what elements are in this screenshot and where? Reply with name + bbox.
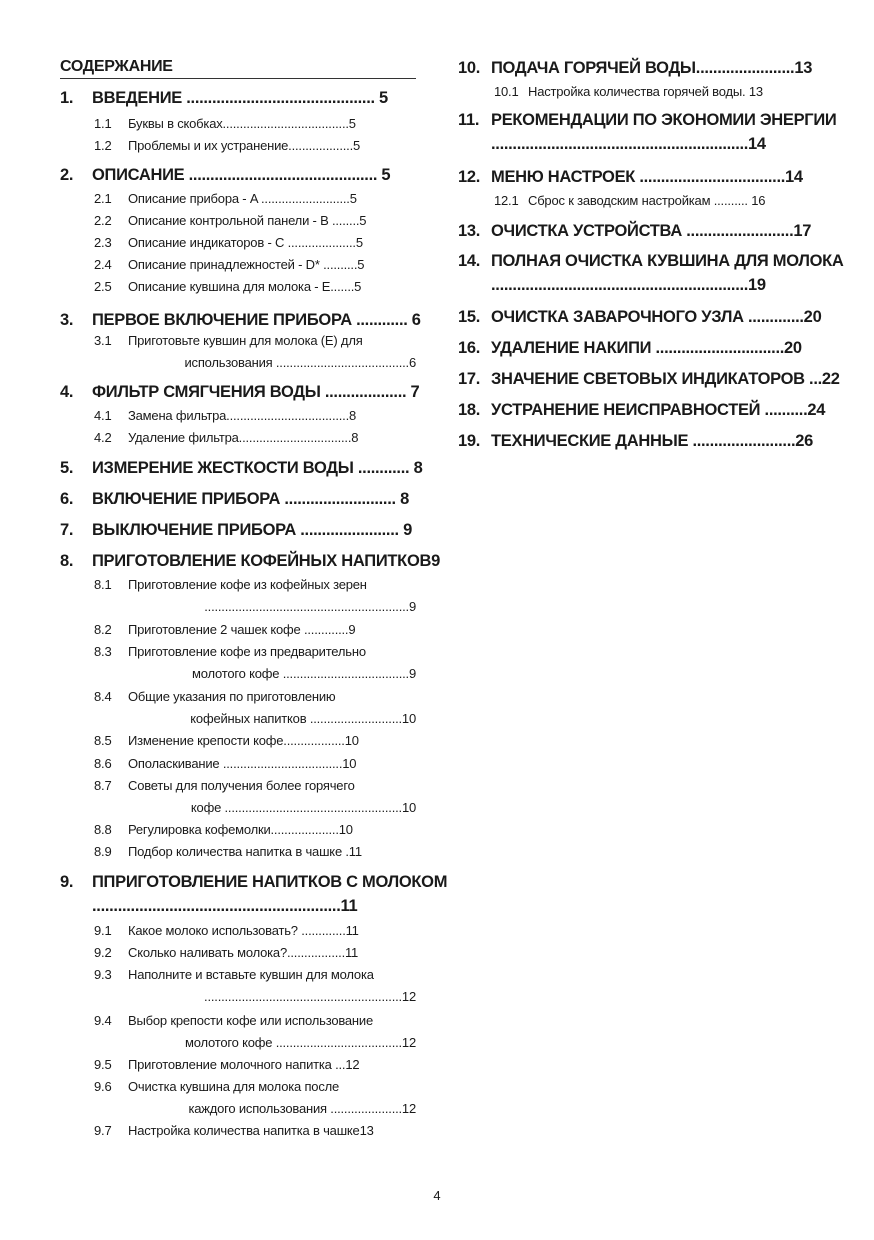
toc-number: 2.5 — [94, 279, 112, 294]
toc-text: ПОЛНАЯ ОЧИСТКА КУВШИНА ДЛЯ МОЛОКА — [491, 252, 844, 270]
toc-text: ЗНАЧЕНИЕ СВЕТОВЫХ ИНДИКАТОРОВ ...22 — [491, 370, 840, 388]
toc-text: ПРИГОТОВЛЕНИЕ КОФЕЙНЫХ НАПИТКОВ9 — [92, 552, 440, 570]
toc-number: 5. — [60, 459, 74, 477]
toc-text: Буквы в скобках.....................................5 — [128, 116, 356, 131]
toc-text: УСТРАНЕНИЕ НЕИСПРАВНОСТЕЙ ..........24 — [491, 401, 826, 419]
toc-text-continued: кофейных напитков ...........................10 — [190, 711, 416, 726]
toc-number: 2. — [60, 166, 74, 184]
toc-text: Описание принадлежностей - D* ..........5 — [128, 257, 365, 272]
toc-number: 4.2 — [94, 430, 112, 445]
toc-text: Описание индикаторов - C ....................5 — [128, 235, 363, 250]
toc-number: 9.1 — [94, 923, 112, 938]
toc-text-continued: молотого кофе .....................................9 — [192, 666, 416, 681]
toc-text: Приготовление 2 чашек кофе .............9 — [128, 622, 356, 637]
toc-text: ОЧИСТКА УСТРОЙСТВА .........................17 — [491, 222, 812, 240]
toc-number: 8.2 — [94, 622, 112, 637]
toc-text: Изменение крепости кофе..................10 — [128, 733, 359, 748]
toc-text: ВКЛЮЧЕНИЕ ПРИБОРА .......................... 8 — [92, 490, 409, 508]
toc-number: 8. — [60, 552, 74, 570]
toc-number: 9.7 — [94, 1123, 112, 1138]
toc-text: Подбор количества напитка в чашке .11 — [128, 844, 362, 859]
toc-number: 9.3 — [94, 967, 112, 982]
toc-text: МЕНЮ НАСТРОЕК ..................................14 — [491, 168, 803, 186]
toc-number: 9. — [60, 873, 74, 891]
toc-number: 4. — [60, 383, 74, 401]
toc-number: 2.4 — [94, 257, 112, 272]
toc-number: 15. — [458, 308, 481, 326]
toc-text: Настройка количества горячей воды. 13 — [528, 84, 763, 99]
toc-text-continued: ..........................................................11 — [92, 897, 358, 915]
toc-text-continued: ..........................................................12 — [204, 989, 416, 1004]
toc-text: ОПИСАНИЕ ............................................ 5 — [92, 166, 391, 184]
toc-text: ОЧИСТКА ЗАВАРОЧНОГО УЗЛА .............20 — [491, 308, 822, 326]
toc-text-continued: каждого использования .....................12 — [188, 1101, 416, 1116]
toc-number: 12. — [458, 168, 481, 186]
toc-number: 10. — [458, 59, 481, 77]
toc-title: СОДЕРЖАНИЕ — [60, 58, 416, 79]
toc-text: ПЕРВОЕ ВКЛЮЧЕНИЕ ПРИБОРА ............ 6 — [92, 311, 421, 329]
toc-number: 9.6 — [94, 1079, 112, 1094]
toc-text-continued: ............................................................9 — [204, 599, 416, 614]
toc-text: ИЗМЕРЕНИЕ ЖЕСТКОСТИ ВОДЫ ............ 8 — [92, 459, 423, 477]
toc-number: 3.1 — [94, 333, 112, 348]
toc-number: 8.6 — [94, 756, 112, 771]
toc-number: 8.1 — [94, 577, 112, 592]
toc-text: Регулировка кофемолки....................10 — [128, 822, 353, 837]
toc-number: 1.2 — [94, 138, 112, 153]
toc-text: ППРИГОТОВЛЕНИЕ НАПИТКОВ С МОЛОКОМ — [92, 873, 448, 891]
toc-number: 9.2 — [94, 945, 112, 960]
toc-text-continued: использования .......................................6 — [184, 355, 416, 370]
toc-number: 12.1 — [494, 193, 519, 208]
toc-number: 2.1 — [94, 191, 112, 206]
toc-text: Сброс к заводским настройкам .......... 16 — [528, 193, 766, 208]
toc-text: Удаление фильтра.................................8 — [128, 430, 359, 445]
toc-text: ВЫКЛЮЧЕНИЕ ПРИБОРА ....................... 9 — [92, 521, 412, 539]
page-number: 4 — [433, 1188, 441, 1203]
toc-text: Замена фильтра....................................8 — [128, 408, 357, 423]
toc-text: Описание контрольной панели - B ........5 — [128, 213, 367, 228]
toc-number: 13. — [458, 222, 481, 240]
toc-number: 8.4 — [94, 689, 112, 704]
toc-number: 1.1 — [94, 116, 112, 131]
toc-number: 10.1 — [494, 84, 519, 99]
toc-number: 9.4 — [94, 1013, 112, 1028]
toc-number: 7. — [60, 521, 74, 539]
toc-number: 9.5 — [94, 1057, 112, 1072]
toc-text: ПОДАЧА ГОРЯЧЕЙ ВОДЫ.......................13 — [491, 59, 813, 77]
toc-number: 17. — [458, 370, 481, 388]
toc-text: Ополаскивание ...................................10 — [128, 756, 357, 771]
toc-number: 14. — [458, 252, 481, 270]
toc-text-continued: кофе ....................................................10 — [190, 800, 416, 815]
toc-number: 3. — [60, 311, 74, 329]
toc-text-continued: ............................................................14 — [491, 135, 766, 153]
toc-text: Приготовьте кувшин для молока (E) для — [128, 333, 363, 348]
toc-text-continued: молотого кофе .....................................12 — [185, 1035, 416, 1050]
toc-text: ВВЕДЕНИЕ ............................................ 5 — [92, 89, 388, 107]
toc-text: Советы для получения более горячего — [128, 778, 355, 793]
toc-text: Приготовление кофе из кофейных зерен — [128, 577, 367, 592]
toc-text: Наполните и вставьте кувшин для молока — [128, 967, 374, 982]
toc-text: Описание кувшина для молока - E.......5 — [128, 279, 362, 294]
toc-number: 19. — [458, 432, 481, 450]
toc-number: 2.3 — [94, 235, 112, 250]
toc-number: 6. — [60, 490, 74, 508]
toc-number: 8.5 — [94, 733, 112, 748]
toc-number: 18. — [458, 401, 481, 419]
toc-number: 1. — [60, 89, 74, 107]
toc-number: 8.9 — [94, 844, 112, 859]
toc-number: 4.1 — [94, 408, 112, 423]
toc-number: 8.7 — [94, 778, 112, 793]
toc-number: 8.8 — [94, 822, 112, 837]
toc-number: 2.2 — [94, 213, 112, 228]
toc-text: Описание прибора - A ..........................5 — [128, 191, 357, 206]
toc-number: 16. — [458, 339, 481, 357]
toc-text: Общие указания по приготовлению — [128, 689, 336, 704]
toc-text: Настройка количества напитка в чашке13 — [128, 1123, 374, 1138]
toc-text: Выбор крепости кофе или использование — [128, 1013, 374, 1028]
toc-number: 11. — [458, 111, 480, 129]
toc-text: РЕКОМЕНДАЦИИ ПО ЭКОНОМИИ ЭНЕРГИИ — [491, 111, 837, 129]
toc-text: Проблемы и их устранение...................5 — [128, 138, 361, 153]
toc-text-continued: ............................................................19 — [491, 276, 766, 294]
toc-text: Какое молоко использовать? .............11 — [128, 923, 359, 938]
toc-text: Приготовление молочного напитка ...12 — [128, 1057, 360, 1072]
toc-text: ФИЛЬТР СМЯГЧЕНИЯ ВОДЫ ................... 7 — [92, 383, 420, 401]
toc-text: Очистка кувшина для молока после — [128, 1079, 340, 1094]
toc-number: 8.3 — [94, 644, 112, 659]
toc-text: Сколько наливать молока?.................11 — [128, 945, 359, 960]
toc-text: ТЕХНИЧЕСКИЕ ДАННЫЕ ........................26 — [491, 432, 814, 450]
toc-text: Приготовление кофе из предварительно — [128, 644, 366, 659]
toc-text: УДАЛЕНИЕ НАКИПИ ..............................20 — [491, 339, 802, 357]
